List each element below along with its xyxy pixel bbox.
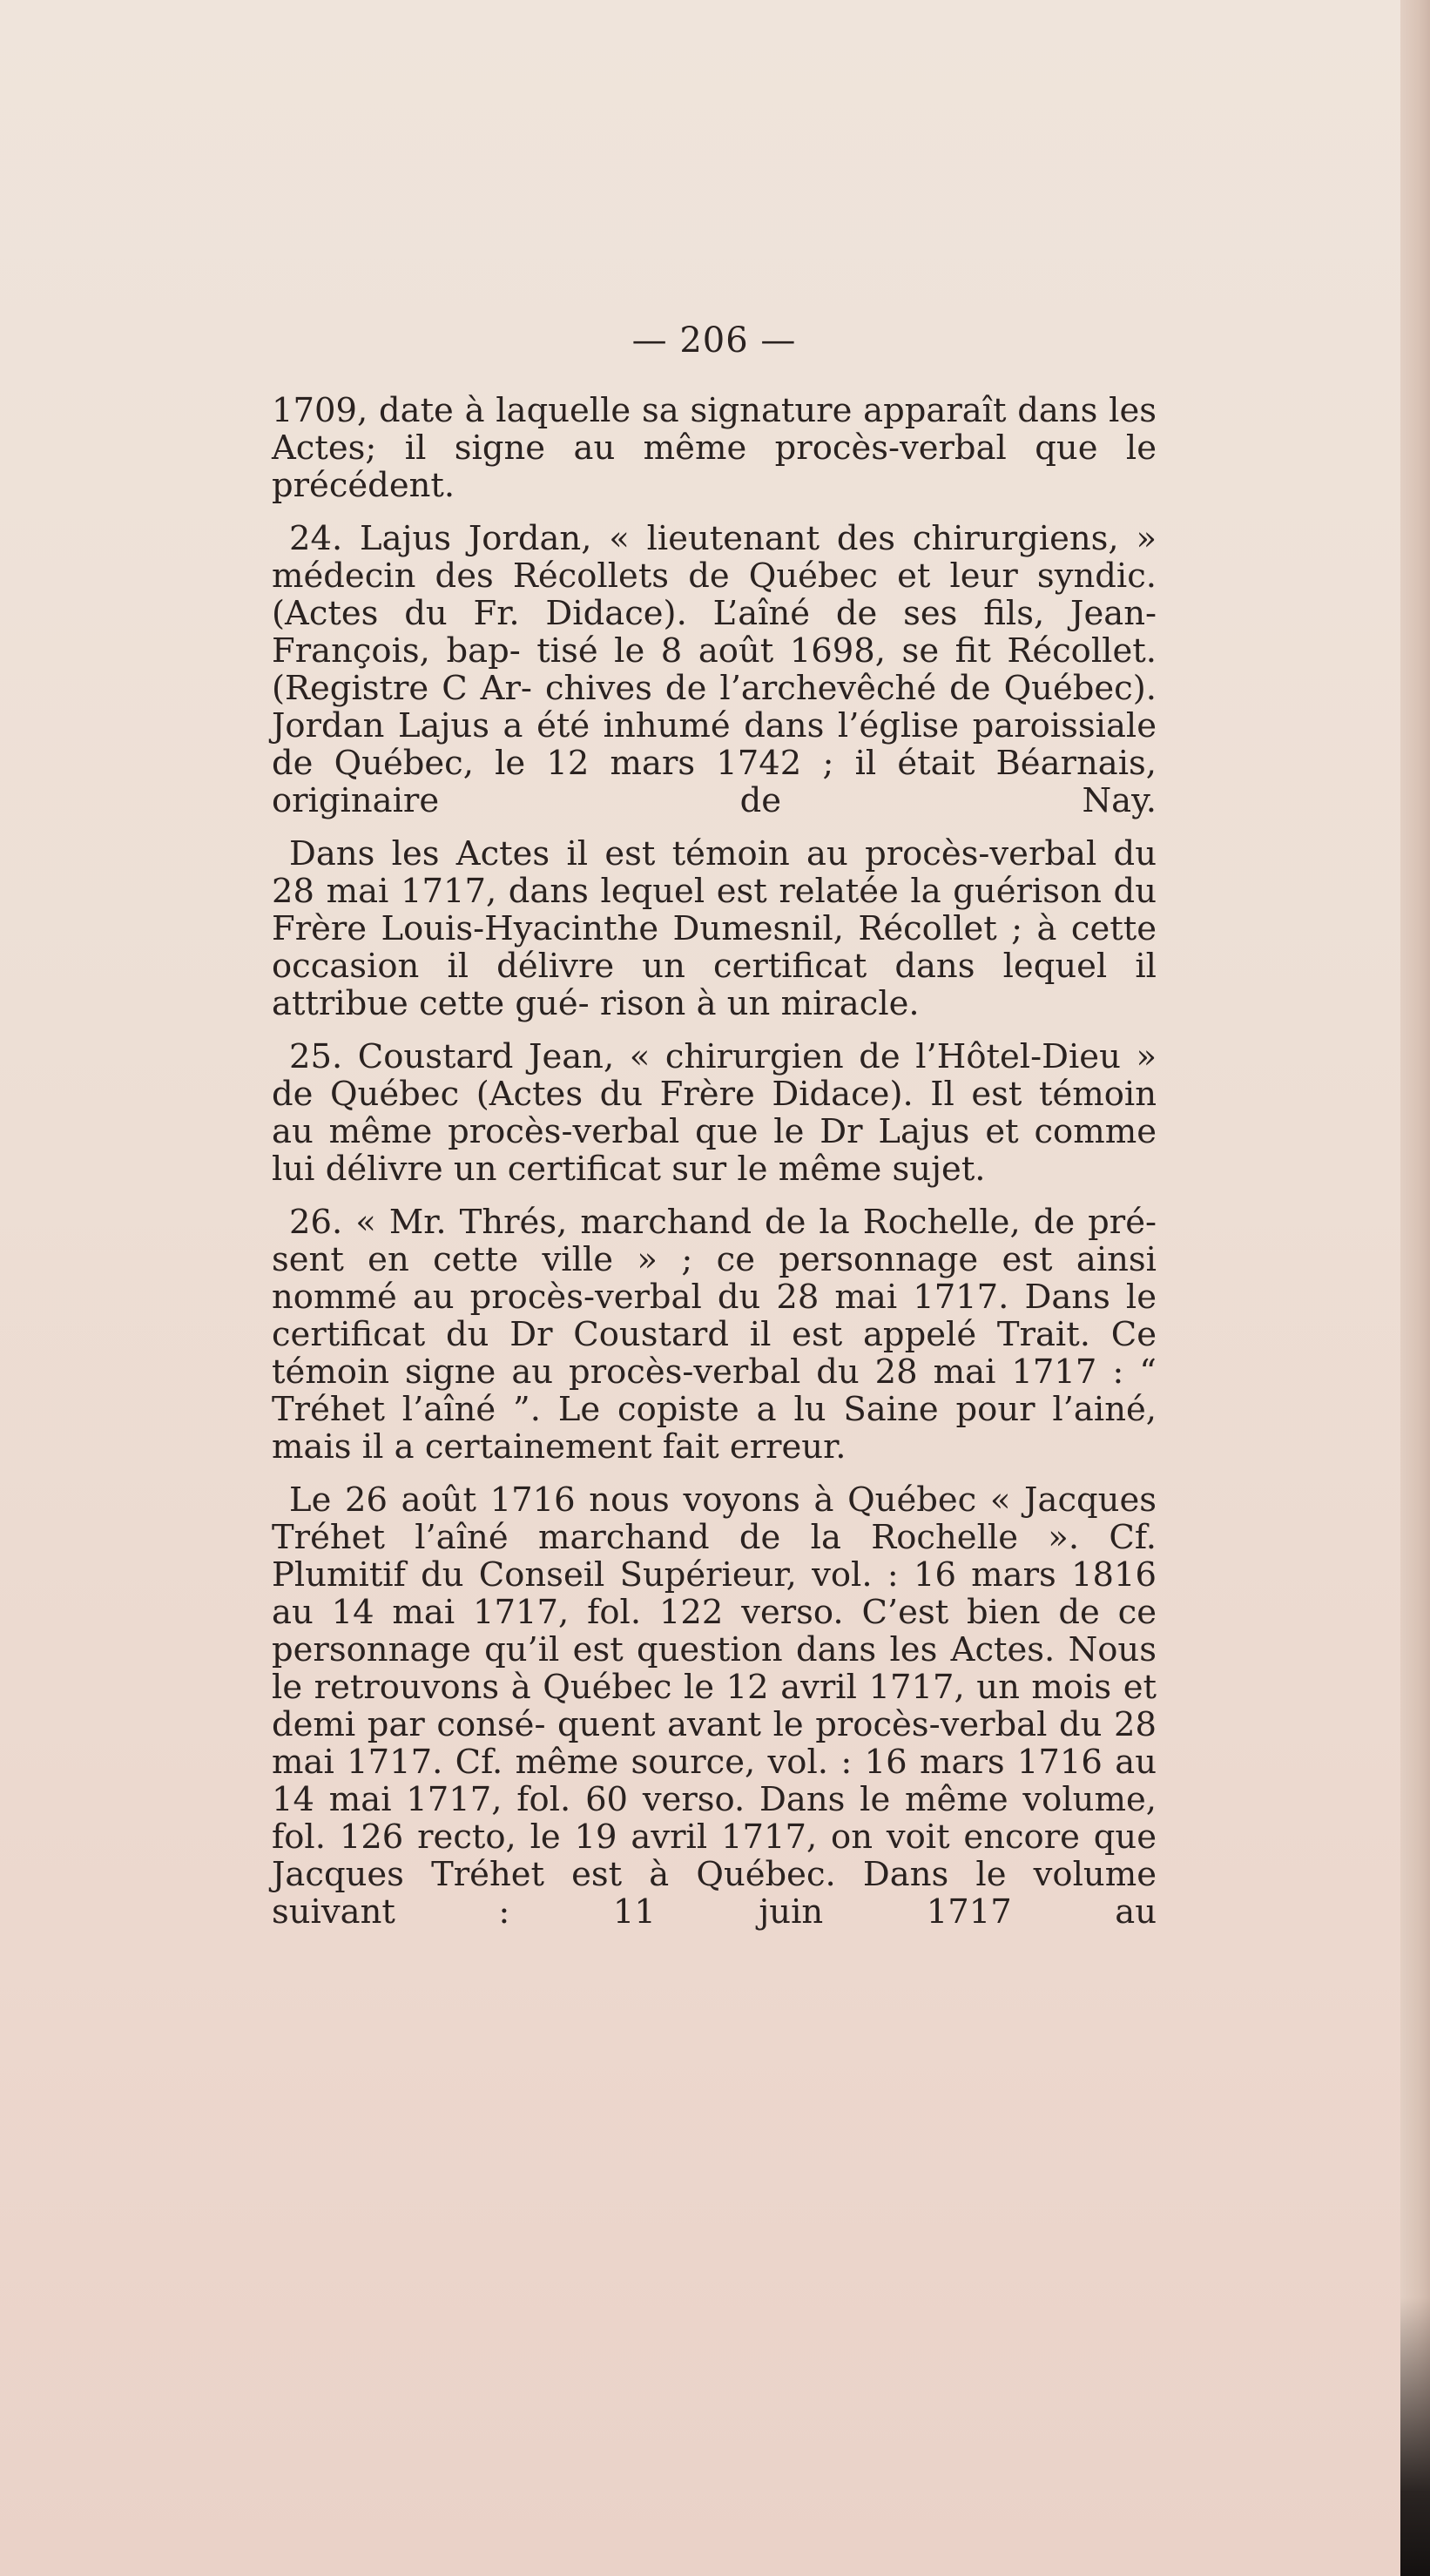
text-line: mars 1742 ; il était Béarnais, originaire de Nay.: [272, 744, 1157, 820]
paragraph-entry-24: [272, 520, 1157, 819]
text-line: au procès-verbal du 28 mai 1717. Dans le certificat: [272, 1278, 1157, 1354]
page-number: — 206 —: [631, 320, 797, 361]
paragraph-entry-25: [272, 1038, 1157, 1188]
text-line: rison à un miracle.: [599, 984, 920, 1023]
text-line: 1717, fol. 122 verso. C’est bien de ce personnage: [272, 1593, 1157, 1669]
text-line: Le copiste a lu Saine pour l’ainé, mais il a certainement: [272, 1390, 1157, 1467]
text-line: même source, vol. : 16 mars 1716 au 14 mai 1717, fol.: [272, 1743, 1157, 1819]
text-line: à Québec le 12 avril 1717, un mois et demi par consé-: [272, 1668, 1157, 1744]
text-line: chives de l’archevêché de Québec). Jordan Lajus a: [272, 669, 1157, 745]
text-line: 1709, date à laquelle sa signature apparaît dans les: [272, 391, 1157, 430]
text-line: mai 1717, dans lequel est relatée la guérison du Frère: [272, 872, 1157, 948]
text-line: Dans les Actes il est témoin au procès-verbal du 28: [272, 834, 1157, 911]
paragraph-continuation: [272, 392, 1157, 504]
paragraph-entry-26-continued: [272, 1481, 1157, 1931]
text-line: 25. Coustard Jean, « chirurgien de l’Hôtel-Dieu »: [289, 1037, 1157, 1076]
page-corner-shadow: [1400, 2297, 1430, 2576]
text-line: il délivre un certificat dans lequel il attribue cette gué-: [272, 947, 1157, 1023]
text-line: été inhumé dans l’église paroissiale de Québec, le 12: [272, 706, 1157, 783]
text-line: quent avant le procès-verbal du 28 mai 1717. Cf.: [272, 1705, 1157, 1782]
text-line: tisé le 8 août 1698, se fit Récollet. (Registre C Ar-: [272, 631, 1157, 708]
text-line: 60 verso. Dans le même volume, fol. 126 recto, le 19: [272, 1780, 1157, 1857]
text-line: qu’il est question dans les Actes. Nous le retrouvons: [272, 1630, 1157, 1707]
text-line: au procès-verbal du 28 mai 1717 : “ Tréhet l’aîné ”.: [272, 1352, 1157, 1429]
text-line: sent en cette ville » ; ce personnage est ainsi nommé: [272, 1240, 1157, 1317]
text-line: avril 1717, on voit encore que Jacques Tréhet est à: [272, 1817, 1157, 1894]
text-line: 24. Lajus Jordan, « lieutenant des chirurgiens, »: [289, 519, 1157, 558]
text-line: fait erreur.: [662, 1427, 847, 1467]
text-line: médecin des Récollets de Québec et leur syndic. (Actes: [272, 556, 1157, 633]
text-line: du Conseil Supérieur, vol. : 16 mars 1816 au 14 mai: [272, 1555, 1157, 1632]
paragraph-entry-26: [272, 1204, 1157, 1466]
text-line: de Québec (Actes du Frère Didace). Il est témoin au: [272, 1075, 1157, 1151]
paragraph-entry-24-continued: [272, 835, 1157, 1022]
text-line: même procès-verbal que le Dr Lajus et comme lui: [272, 1112, 1157, 1189]
text-line: Le 26 août 1716 nous voyons à Québec « Jacques: [289, 1480, 1157, 1520]
text-line: Louis-Hyacinthe Dumesnil, Récollet ; à cette occasion: [272, 909, 1157, 986]
text-line: Tréhet l’aîné marchand de la Rochelle ». Cf. Plumitif: [272, 1518, 1157, 1595]
page-edge-shadow: [1400, 0, 1430, 2576]
text-line: Québec. Dans le volume suivant : 11 juin 1717 au: [272, 1855, 1157, 1932]
text-line: Actes; il signe au même procès-verbal que le précédent.: [272, 428, 1157, 505]
text-line: délivre un certificat sur le même sujet.: [325, 1150, 986, 1189]
body-text: [272, 392, 1157, 1946]
text-line: du Dr Coustard il est appelé Trait. Ce témoin signe: [272, 1315, 1157, 1392]
text-line: 26. « Mr. Thrés, marchand de la Rochelle, de pré-: [289, 1203, 1157, 1242]
text-line: du Fr. Didace). L’aîné de ses fils, Jean-François, bap-: [272, 594, 1157, 671]
